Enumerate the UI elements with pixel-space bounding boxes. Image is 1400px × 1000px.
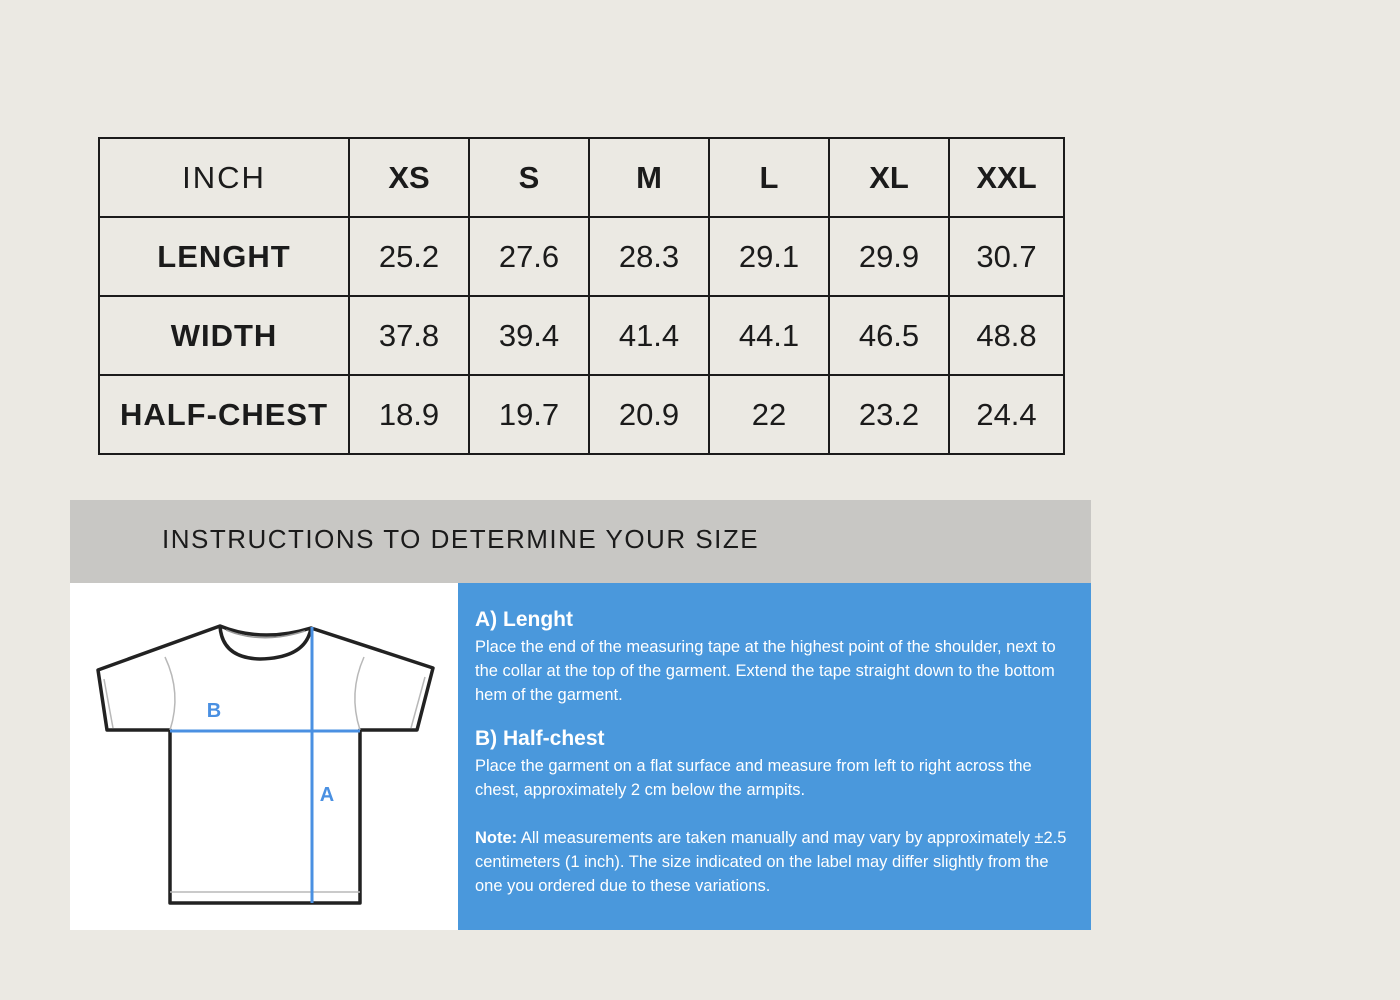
length-section-body: Place the end of the measuring tape at the highest point of the shoulder, next to the collar at the top of the garment. Extend the tape straight down to the bottom hem of the garment. — [475, 638, 1056, 704]
table-cell: 27.6 — [469, 217, 589, 296]
table-cell: 25.2 — [349, 217, 469, 296]
length-section-title: A) Lenght — [475, 608, 573, 631]
table-cell: 24.4 — [949, 375, 1064, 454]
table-cell: 29.9 — [829, 217, 949, 296]
tshirt-diagram — [70, 583, 458, 930]
tshirt-diagram-panel — [70, 583, 458, 930]
table-cell: 29.1 — [709, 217, 829, 296]
row-label-cell: HALF-CHEST — [99, 375, 349, 454]
size-header-cell: XS — [349, 138, 469, 217]
instructions-text-panel — [458, 583, 1091, 930]
table-cell: 30.7 — [949, 217, 1064, 296]
table-cell: 22 — [709, 375, 829, 454]
table-cell: 19.7 — [469, 375, 589, 454]
instructions-header — [70, 500, 1091, 583]
half-chest-section-body: Place the garment on a flat surface and measure from left to right across the chest, approximately 2 cm below the armpits. — [475, 757, 1032, 799]
table-cell: 39.4 — [469, 296, 589, 375]
instructions-title: INSTRUCTIONS TO DETERMINE YOUR SIZE — [162, 524, 760, 554]
size-chart-table — [98, 137, 1065, 455]
table-cell: 20.9 — [589, 375, 709, 454]
table-cell: 23.2 — [829, 375, 949, 454]
table-cell: 18.9 — [349, 375, 469, 454]
table-cell: 41.4 — [589, 296, 709, 375]
size-header-cell: S — [469, 138, 589, 217]
row-label-cell: LENGHT — [99, 217, 349, 296]
table-row — [99, 375, 1064, 454]
note-paragraph — [475, 826, 1075, 898]
table-cell: 48.8 — [949, 296, 1064, 375]
half-chest-section-title: B) Half-chest — [475, 727, 605, 750]
unit-header-cell: INCH — [99, 138, 349, 217]
half-chest-label: B — [206, 700, 222, 722]
table-header-row — [99, 138, 1064, 217]
note-text: All measurements are taken manually and may vary by approximately ±2.5 centimeters (1 inch). The size indicated on the label may differ slightly from the one you ordered due to these variations. — [475, 829, 1067, 895]
tshirt-outline — [98, 626, 433, 903]
row-label-cell: WIDTH — [99, 296, 349, 375]
note-label: Note: — [475, 829, 518, 847]
size-header-cell: L — [709, 138, 829, 217]
table-row — [99, 217, 1064, 296]
size-header-cell: XXL — [949, 138, 1064, 217]
size-header-cell: XL — [829, 138, 949, 217]
table-cell: 46.5 — [829, 296, 949, 375]
length-label: A — [319, 784, 335, 806]
size-header-cell: M — [589, 138, 709, 217]
table-cell: 37.8 — [349, 296, 469, 375]
table-row — [99, 296, 1064, 375]
table-cell: 44.1 — [709, 296, 829, 375]
table-cell: 28.3 — [589, 217, 709, 296]
